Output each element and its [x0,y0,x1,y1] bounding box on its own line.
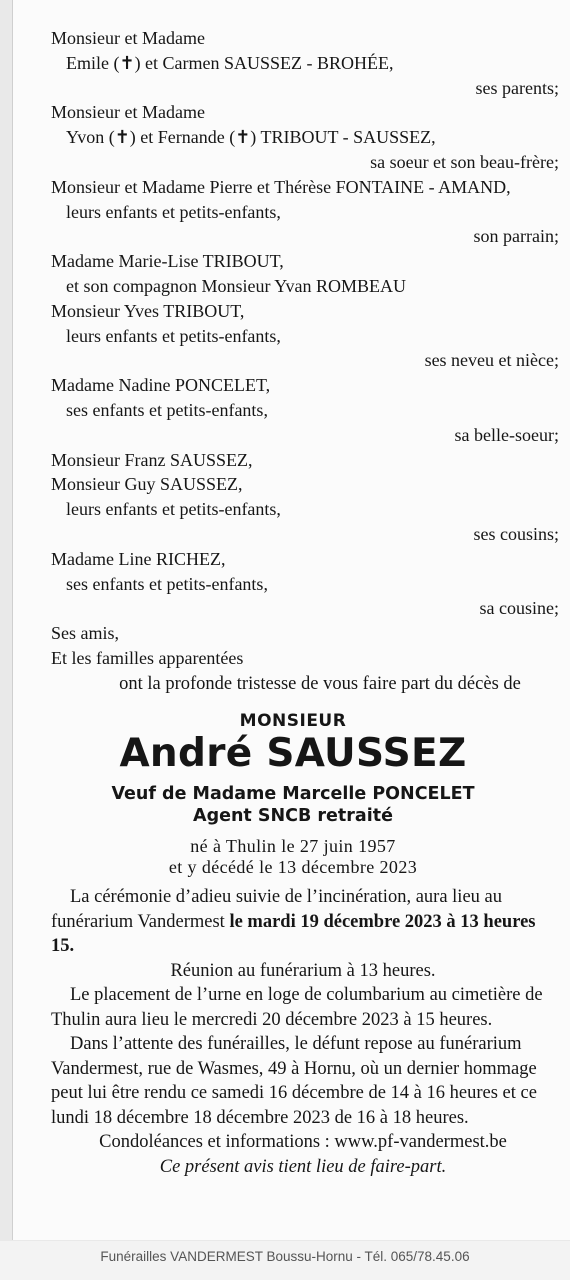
family-line: leurs enfants et petits-enfants, [66,499,281,520]
funeral-info [51,885,555,1179]
family-line: sa cousine; [479,598,559,619]
family-line: et son compagnon Monsieur Yvan ROMBEAU [66,275,406,296]
deceased-details [13,783,570,827]
family-line: leurs enfants et petits-enfants, [66,325,281,346]
family-line: Ses amis, [51,623,120,644]
repose-paragraph: Dans l’attente des funérailles, le défunt repose au funérarium Vandermest, rue de Wasmes, 49 à Hornu, où un dernier hommage peut lui être rendu ce samedi 16 décembre de 14 à 16 heures et ce lundi 18 décembre 18 décembre 2023 de 16 à 18 heures. [51,1034,537,1128]
family-line: son parrain; [473,226,559,247]
family-line: sa belle-soeur; [454,424,559,445]
honorific: MONSIEUR [239,711,347,731]
family-line: Monsieur Guy SAUSSEZ, [51,474,243,495]
obituary-sheet [12,0,570,1240]
family-line: sa soeur et son beau-frère; [370,151,559,172]
family-line: Madame Marie-Lise TRIBOUT, [51,251,284,272]
family-line: Monsieur et Madame Pierre et Thérèse FONTAINE - AMAND, [51,176,511,197]
condolences-line: Condoléances et informations : www.pf-vandermest.be [99,1132,507,1152]
family-line: ses cousins; [473,523,559,544]
family-line: ses enfants et petits-enfants, [66,573,268,594]
ceremony-text: La cérémonie d’adieu suivie de l’incinération, aura lieu au funérarium Vandermest [51,887,502,932]
profession: Agent SNCB retraité [193,806,393,826]
family-line: Monsieur et Madame [51,28,205,48]
family-list [51,26,559,695]
birth-line: né à Thulin le 27 juin 1957 [190,836,396,856]
family-line: Monsieur Yves TRIBOUT, [51,300,245,321]
family-line: Madame Line RICHEZ, [51,548,226,569]
family-line: leurs enfants et petits-enfants, [66,201,281,222]
family-line: Madame Nadine PONCELET, [51,375,271,396]
family-line: Monsieur Franz SAUSSEZ, [51,449,253,470]
funeral-home-footer: Funérailles VANDERMEST Boussu-Hornu - Tél. 065/78.45.06 [0,1241,570,1280]
family-line: Emile (✝) et Carmen SAUSSEZ - BROHÉE, [66,52,394,73]
family-line: ses neveu et nièce; [424,350,559,371]
ceremony-paragraph [51,885,555,959]
family-line: Et les familles apparentées [51,647,244,668]
announcement-intro: ont la profonde tristesse de vous faire part du décès de [119,673,521,694]
family-line: ses enfants et petits-enfants, [66,399,268,420]
ceremony-date: le mardi 19 décembre 2023 à 13 heures 15. [51,911,536,956]
death-line: et y décédé le 13 décembre 2023 [168,857,418,877]
family-line: Monsieur et Madame [51,102,205,123]
notice-line: Ce présent avis tient lieu de faire-part. [159,1156,447,1177]
life-dates [13,836,570,878]
family-line: ses parents; [475,77,559,98]
urn-paragraph: Le placement de l’urne en loge de columbarium au cimetière de Thulin aura lieu le mercredi 20 décembre 2023 à 15 heures. [51,985,543,1030]
widow-of: Veuf de Madame Marcelle PONCELET [111,784,475,804]
family-line: Yvon (✝) et Fernande (✝) TRIBOUT - SAUSSEZ, [66,127,436,148]
reunion-line: Réunion au funérarium à 13 heures. [170,960,436,981]
deceased-name: André SAUSSEZ [119,731,467,776]
